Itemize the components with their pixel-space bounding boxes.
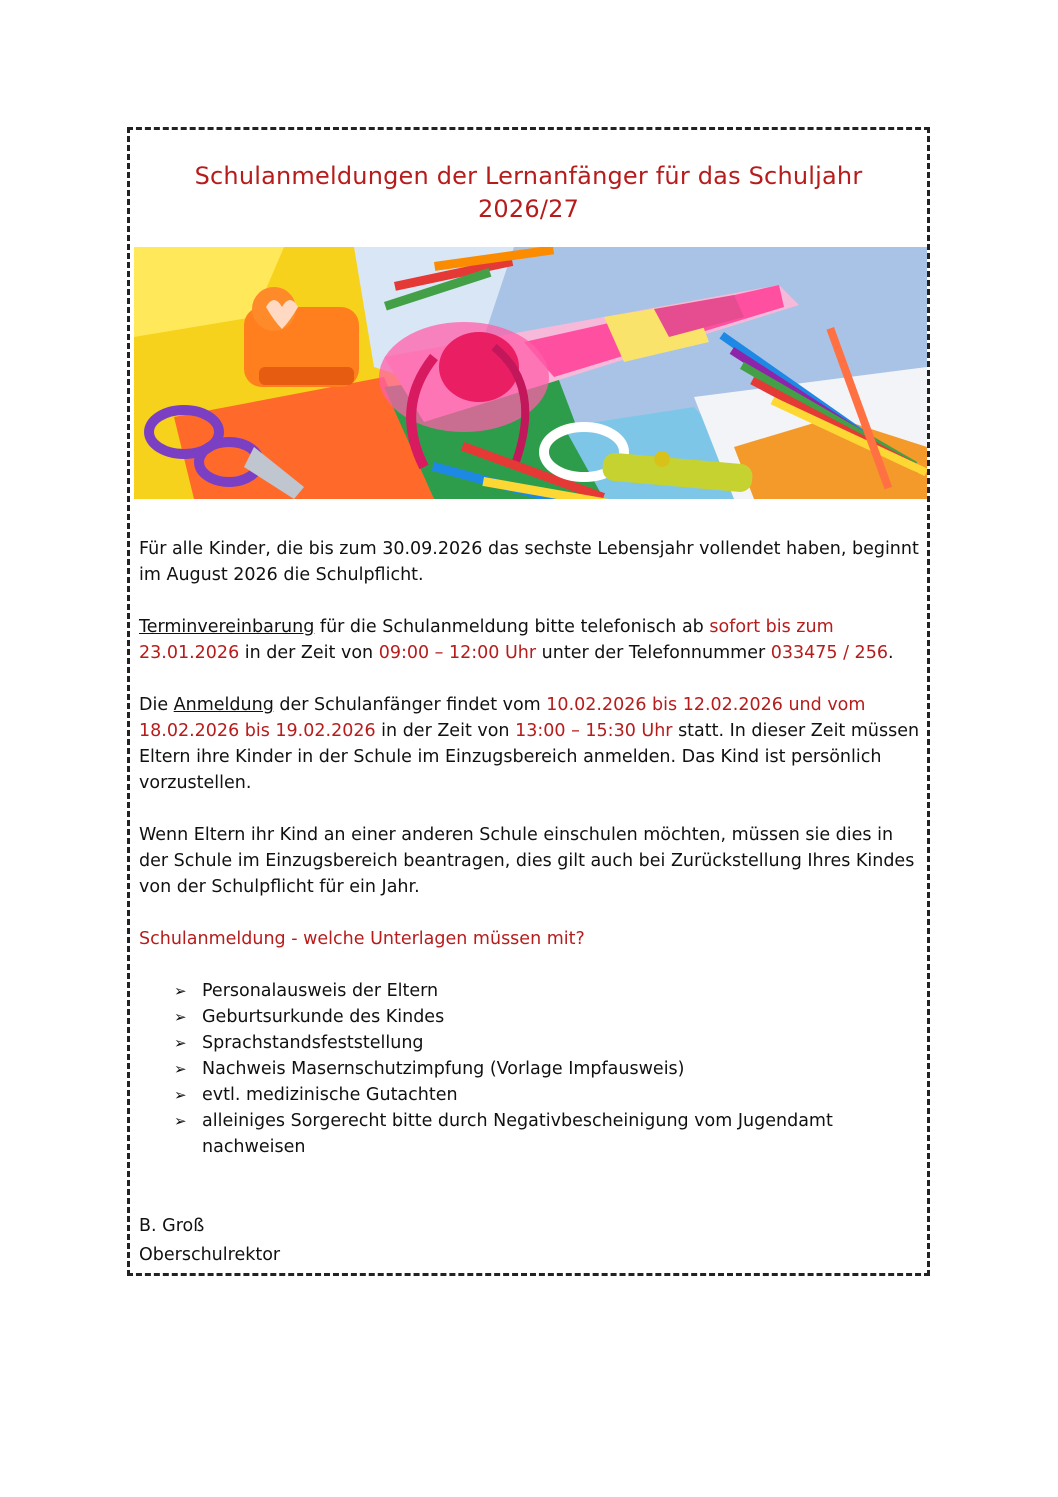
title-line-1: Schulanmeldungen der Lernanfänger für das Schuljahr: [194, 162, 863, 190]
phone-number: 033475 / 256: [770, 643, 888, 663]
list-item-text: Nachweis Masernschutzimpfung (Vorlage Impfausweis): [202, 1059, 685, 1079]
arrow-bullet-icon: ➢: [174, 1008, 187, 1026]
appointment-hours: 09:00 – 12:00 Uhr: [378, 643, 537, 663]
body-text: [139, 536, 924, 1270]
list-item: [174, 1056, 924, 1082]
arrow-bullet-icon: ➢: [174, 1060, 187, 1078]
paragraph-appointment: [139, 614, 924, 666]
list-item-text: Personalausweis der Eltern: [202, 981, 439, 1001]
list-item-text: alleiniges Sorgerecht bitte durch Negativbescheinigung vom Jugendamt nachweisen: [202, 1111, 833, 1157]
text-span: in der Zeit von: [239, 643, 379, 663]
arrow-bullet-icon: ➢: [174, 1086, 187, 1104]
list-item: [174, 1030, 924, 1056]
signature-role: Oberschulrektor: [139, 1245, 281, 1265]
document-frame: [127, 127, 930, 1276]
paragraph-school-obligation: Für alle Kinder, die bis zum 30.09.2026 das sechste Lebensjahr vollendet haben, beginnt im August 2026 die Schulpflicht.: [139, 539, 919, 585]
list-item-text: Sprachstandsfeststellung: [202, 1033, 424, 1053]
documents-heading: Schulanmeldung - welche Unterlagen müssen mit?: [139, 929, 585, 949]
list-item: [174, 1004, 924, 1030]
arrow-bullet-icon: ➢: [174, 1034, 187, 1052]
arrow-bullet-icon: ➢: [174, 982, 187, 1000]
list-item-text: Geburtsurkunde des Kindes: [202, 1007, 445, 1027]
page-title: [130, 160, 927, 226]
paragraph-other-school: Wenn Eltern ihr Kind an einer anderen Schule einschulen möchten, müssen sie dies in der Schule im Einzugsbereich beantragen, dies gilt auch bei Zurückstellung Ihres Kindes von der Schulpflicht für ein Jahr.: [139, 825, 915, 897]
arrow-bullet-icon: ➢: [174, 1112, 187, 1130]
text-span: unter der Telefonnummer: [536, 643, 771, 663]
text-span: statt. In dieser Zeit müssen Eltern ihre Kinder in der Schule im Einzugsbereich anmelden. Das Kind ist persönlich vorzustellen.: [139, 721, 920, 793]
text-span: der Schulanfänger findet vom: [273, 695, 547, 715]
text-span: Die: [139, 695, 174, 715]
list-item-text: evtl. medizinische Gutachten: [202, 1085, 458, 1105]
text-span: für die Schulanmeldung bitte telefonisch ab: [314, 617, 710, 637]
signature-name: B. Groß: [139, 1216, 205, 1236]
list-item: [174, 1108, 924, 1160]
list-item: [174, 978, 924, 1004]
signature-block: [139, 1212, 924, 1270]
school-cone-illustration: [134, 247, 927, 499]
registration-dates: 10.02.2026 bis 12.02.2026 und vom 18.02.2026 bis 19.02.2026: [139, 695, 866, 741]
text-span: .: [887, 643, 894, 663]
registration-label: Anmeldung: [173, 695, 274, 715]
title-line-2: 2026/27: [477, 195, 580, 223]
paragraph-registration: [139, 692, 924, 796]
hero-image: [134, 247, 927, 499]
documents-list: [139, 978, 924, 1160]
appointment-label: Terminvereinbarung: [139, 617, 315, 637]
appointment-deadline: sofort bis zum 23.01.2026: [139, 617, 834, 663]
list-item: [174, 1082, 924, 1108]
text-span: in der Zeit von: [375, 721, 516, 741]
registration-hours: 13:00 – 15:30 Uhr: [515, 721, 673, 741]
